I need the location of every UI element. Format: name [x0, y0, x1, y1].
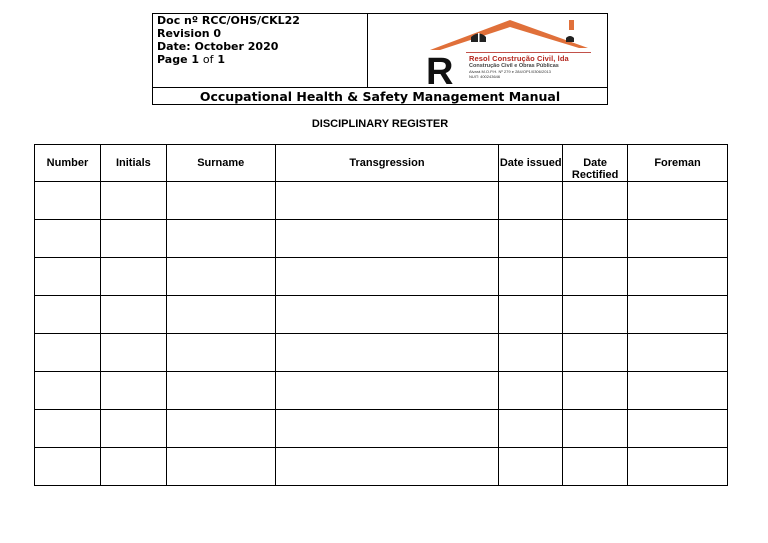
table-cell[interactable]: [166, 448, 275, 486]
table-cell[interactable]: [563, 258, 628, 296]
table-cell[interactable]: [275, 372, 499, 410]
table-cell[interactable]: [166, 182, 275, 220]
table-cell[interactable]: [100, 334, 166, 372]
table-cell[interactable]: [499, 410, 563, 448]
table-cell[interactable]: [35, 410, 101, 448]
register-title: DISCIPLINARY REGISTER: [311, 118, 449, 130]
table-cell[interactable]: [275, 296, 499, 334]
table-row: [35, 258, 728, 296]
company-logo: [428, 16, 606, 86]
table-cell[interactable]: [100, 220, 166, 258]
table-cell[interactable]: [628, 448, 728, 486]
doc-date: Date: October 2020: [157, 40, 279, 53]
manual-title: Occupational Health & Safety Management Manual: [199, 89, 561, 104]
register-body: [35, 182, 728, 486]
table-cell[interactable]: [35, 296, 101, 334]
table-cell[interactable]: [499, 296, 563, 334]
table-cell[interactable]: [100, 182, 166, 220]
company-tagline: Construção Civil e Obras Públicas: [469, 63, 559, 69]
page-number: 1: [191, 53, 200, 66]
doc-number: Doc nº RCC/OHS/CKL22: [157, 14, 300, 27]
table-cell[interactable]: [35, 448, 101, 486]
column-header-foreman: Foreman: [628, 145, 728, 182]
table-cell[interactable]: [563, 334, 628, 372]
table-cell[interactable]: [166, 220, 275, 258]
page-label: Page: [157, 53, 188, 66]
table-cell[interactable]: [35, 182, 101, 220]
page-total: 1: [217, 53, 225, 66]
table-cell[interactable]: [275, 334, 499, 372]
page-of: of: [202, 53, 214, 66]
table-cell[interactable]: [563, 296, 628, 334]
table-cell[interactable]: [563, 372, 628, 410]
column-header-surname: Surname: [166, 145, 275, 182]
document-header: [152, 13, 608, 105]
table-cell[interactable]: [628, 220, 728, 258]
table-cell[interactable]: [499, 372, 563, 410]
table-cell[interactable]: [628, 296, 728, 334]
company-nuit: NUIT: 400243646: [469, 74, 501, 79]
table-cell[interactable]: [100, 258, 166, 296]
table-cell[interactable]: [499, 220, 563, 258]
table-cell[interactable]: [563, 410, 628, 448]
company-license: Alvará M.O.P.H. Nº 279 e 284/OP1/0306/2013: [469, 69, 551, 74]
logo-texts: [469, 54, 569, 79]
table-cell[interactable]: [628, 410, 728, 448]
table-cell[interactable]: [628, 372, 728, 410]
table-cell[interactable]: [499, 258, 563, 296]
revision: Revision 0: [157, 27, 222, 40]
logo-letter: R: [428, 51, 454, 86]
table-cell[interactable]: [628, 258, 728, 296]
table-cell[interactable]: [628, 182, 728, 220]
table-cell[interactable]: [499, 334, 563, 372]
table-cell[interactable]: [628, 334, 728, 372]
table-cell[interactable]: [275, 258, 499, 296]
table-row: [35, 220, 728, 258]
page-indicator: [157, 53, 367, 66]
table-cell[interactable]: [563, 448, 628, 486]
column-header-number: Number: [35, 145, 101, 182]
table-cell[interactable]: [100, 410, 166, 448]
table-cell[interactable]: [166, 410, 275, 448]
table-cell[interactable]: [100, 296, 166, 334]
table-row: [35, 182, 728, 220]
column-header-initials: Initials: [100, 145, 166, 182]
table-cell[interactable]: [166, 258, 275, 296]
table-cell[interactable]: [35, 372, 101, 410]
table-cell[interactable]: [499, 448, 563, 486]
doc-info-cell: [153, 14, 368, 88]
company-name: Resol Construção Civil, lda: [469, 54, 569, 63]
table-cell[interactable]: [563, 182, 628, 220]
table-cell[interactable]: [35, 334, 101, 372]
table-row: [35, 410, 728, 448]
table-cell[interactable]: [100, 448, 166, 486]
column-header-date-rectified: Date Rectified: [563, 145, 628, 182]
table-cell[interactable]: [563, 220, 628, 258]
table-cell[interactable]: [275, 220, 499, 258]
table-cell[interactable]: [35, 220, 101, 258]
header-row: [35, 145, 728, 182]
table-row: [35, 334, 728, 372]
logo-cell: [368, 14, 607, 88]
column-header-date-issued: Date issued: [499, 145, 563, 182]
column-header-transgression: Transgression: [275, 145, 499, 182]
table-cell[interactable]: [166, 372, 275, 410]
table-cell[interactable]: [35, 258, 101, 296]
table-row: [35, 296, 728, 334]
table-cell[interactable]: [275, 448, 499, 486]
table-row: [35, 448, 728, 486]
table-cell[interactable]: [275, 182, 499, 220]
table-cell[interactable]: [499, 182, 563, 220]
table-cell[interactable]: [100, 372, 166, 410]
disciplinary-register-table: [34, 144, 728, 486]
table-cell[interactable]: [275, 410, 499, 448]
table-row: [35, 372, 728, 410]
table-cell[interactable]: [166, 296, 275, 334]
table-cell[interactable]: [166, 334, 275, 372]
